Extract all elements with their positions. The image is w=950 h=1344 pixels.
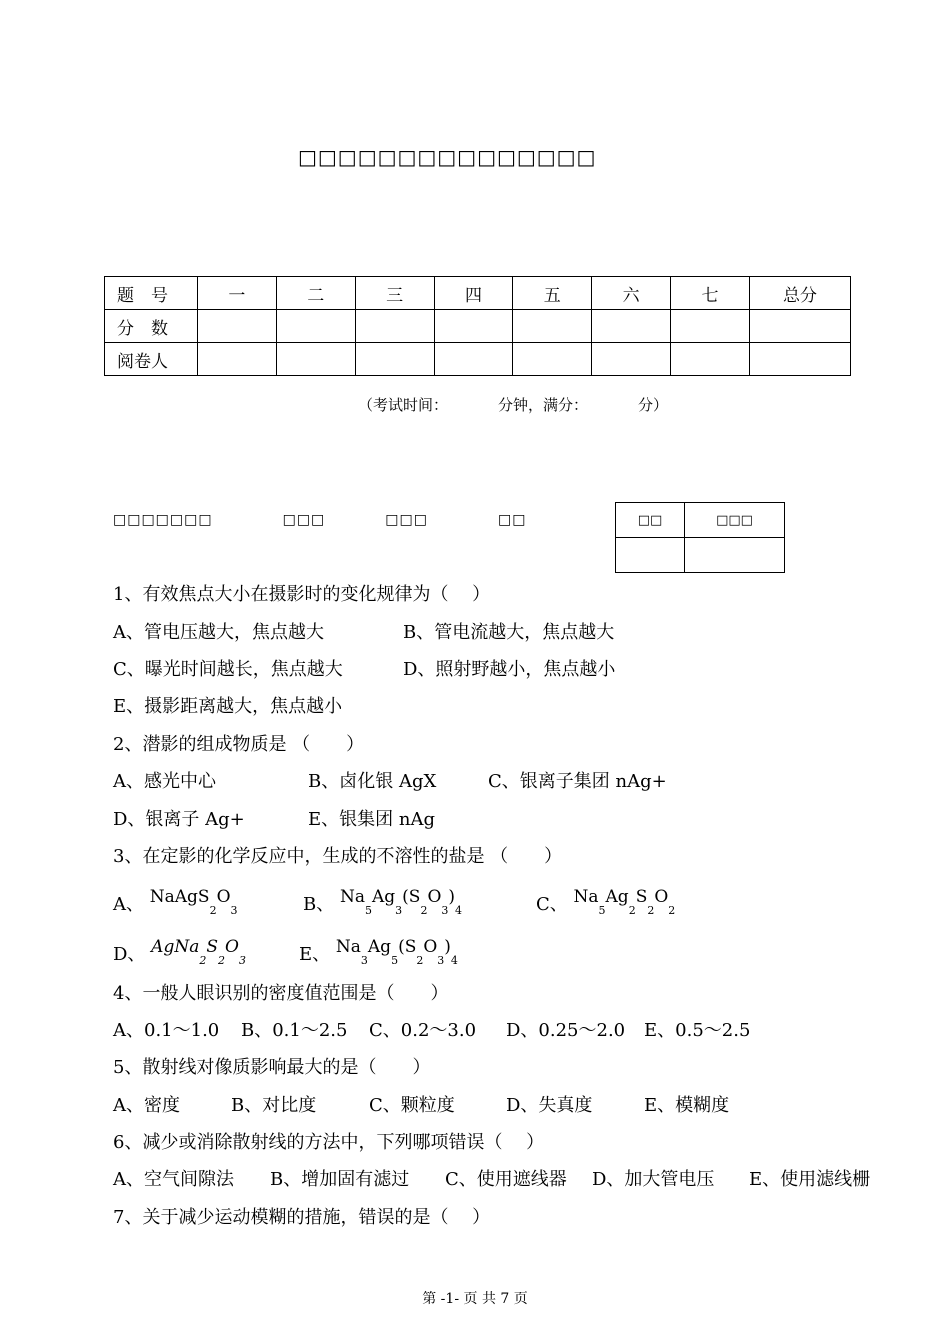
- header-cell: 六: [592, 277, 671, 310]
- grader-name-cell[interactable]: [685, 538, 785, 573]
- row-label: 分 数: [105, 310, 198, 343]
- option-e[interactable]: E、摄影距离越大，焦点越小: [113, 696, 343, 717]
- option-a[interactable]: A、空气间隙法: [113, 1169, 234, 1190]
- header-cell: 三: [355, 277, 434, 310]
- option-c-formula[interactable]: $Na_5Ag_2S_2O_2$: [573, 887, 676, 917]
- score-cell[interactable]: [434, 310, 513, 343]
- option-d[interactable]: D、照射野越小，焦点越小: [403, 659, 616, 680]
- option-e-formula[interactable]: $Na_3Ag_5(S_2O_3)_4$: [335, 937, 458, 967]
- header-cell: 七: [671, 277, 750, 310]
- option-a-formula[interactable]: $NaAgS_2O_3$: [149, 887, 238, 917]
- score-cell[interactable]: [750, 310, 851, 343]
- question-stem: 1、有效焦点大小在摄影时的变化规律为（ ）: [113, 584, 491, 605]
- row-label: 阅卷人: [105, 343, 198, 376]
- question-stem: 4、一般人眼识别的密度值范围是（ ）: [113, 983, 449, 1004]
- option-a-label: A、: [113, 894, 144, 915]
- option-b[interactable]: B、对比度: [231, 1095, 317, 1116]
- option-row: [299, 937, 458, 967]
- section-heading-part: □□□: [385, 512, 428, 528]
- option-e[interactable]: E、0.5～2.5: [644, 1020, 751, 1041]
- option-row: [113, 692, 342, 718]
- option-a[interactable]: A、感光中心: [113, 771, 216, 792]
- header-cell: 二: [276, 277, 355, 310]
- grader-cell[interactable]: [513, 343, 592, 376]
- grader-cell[interactable]: [276, 343, 355, 376]
- header-cell: 题 号: [105, 277, 198, 310]
- option-row: [113, 1091, 729, 1117]
- score-cell[interactable]: [276, 310, 355, 343]
- option-d[interactable]: D、失真度: [506, 1095, 593, 1116]
- option-row: [113, 887, 238, 917]
- score-cell[interactable]: [513, 310, 592, 343]
- option-a[interactable]: A、密度: [113, 1095, 180, 1116]
- score-table-header-row: [105, 277, 851, 310]
- grader-cell[interactable]: [750, 343, 851, 376]
- option-e-label: E、: [299, 944, 331, 965]
- grader-score-cell[interactable]: [616, 538, 685, 573]
- option-d[interactable]: D、银离子 Ag+: [113, 809, 245, 830]
- header-cell: 五: [513, 277, 592, 310]
- section-heading-part: □□: [497, 512, 527, 528]
- score-cell[interactable]: [355, 310, 434, 343]
- option-d-label: D、: [113, 944, 146, 965]
- score-row: [105, 310, 851, 343]
- option-row: [113, 618, 614, 644]
- option-d[interactable]: D、加大管电压: [592, 1169, 715, 1190]
- option-b-formula[interactable]: $Na_5Ag_3(S_2O_3)_4$: [339, 887, 463, 917]
- exam-points-label: 分）: [638, 396, 669, 414]
- option-row: [113, 937, 246, 967]
- grader-header-cell: □□: [616, 503, 685, 538]
- option-d-formula[interactable]: $AgNa_2S_2O_3$: [151, 937, 246, 967]
- exam-minutes-label: 分钟，满分：: [498, 396, 589, 414]
- question-stem: 5、散射线对像质影响最大的是（ ）: [113, 1057, 431, 1078]
- option-a[interactable]: A、0.1～1.0: [113, 1020, 220, 1041]
- option-b[interactable]: B、管电流越大，焦点越大: [403, 622, 615, 643]
- grader-cell[interactable]: [355, 343, 434, 376]
- grader-header-cell: □□□: [685, 503, 785, 538]
- option-d[interactable]: D、0.25～2.0: [506, 1020, 626, 1041]
- score-cell[interactable]: [198, 310, 277, 343]
- grader-cell[interactable]: [434, 343, 513, 376]
- exam-title: □□□□□□□□□□□□□□□: [298, 145, 597, 169]
- exam-info: [358, 394, 668, 415]
- question-stem: 2、潜影的组成物质是 （ ）: [113, 734, 365, 755]
- option-a[interactable]: A、管电压越大，焦点越大: [113, 622, 324, 643]
- option-e[interactable]: E、银集团 nAg: [308, 809, 435, 830]
- option-c-label: C、: [536, 894, 568, 915]
- page-footer: 第 -1- 页 共 7 页: [422, 1291, 528, 1307]
- question-stem: 3、在定影的化学反应中，生成的不溶性的盐是 （ ）: [113, 846, 563, 867]
- option-e[interactable]: E、模糊度: [644, 1095, 730, 1116]
- option-row: [113, 1165, 870, 1191]
- option-row: [303, 887, 463, 917]
- header-cell: 总分: [750, 277, 851, 310]
- section-heading: [113, 512, 526, 528]
- header-cell: 四: [434, 277, 513, 310]
- grader-row: [105, 343, 851, 376]
- grader-table: [615, 502, 785, 573]
- option-e[interactable]: E、使用滤线栅: [749, 1169, 871, 1190]
- option-b-label: B、: [303, 894, 335, 915]
- score-table: [104, 276, 851, 376]
- option-b[interactable]: B、卤化银 AgX: [308, 771, 437, 792]
- grader-cell[interactable]: [592, 343, 671, 376]
- score-cell[interactable]: [592, 310, 671, 343]
- grader-cell[interactable]: [198, 343, 277, 376]
- option-row: [113, 767, 667, 793]
- option-row: [113, 1016, 750, 1042]
- option-c[interactable]: C、银离子集团 nAg+: [488, 771, 667, 792]
- option-c[interactable]: C、0.2～3.0: [369, 1020, 477, 1041]
- option-row: [536, 887, 676, 917]
- question-stem: 7、关于减少运动模糊的措施，错误的是（ ）: [113, 1207, 491, 1228]
- option-row: [113, 655, 615, 681]
- grader-cell[interactable]: [671, 343, 750, 376]
- option-b[interactable]: B、增加固有滤过: [270, 1169, 410, 1190]
- section-heading-part: □□□□□□□: [113, 512, 213, 528]
- option-c[interactable]: C、使用遮线器: [445, 1169, 567, 1190]
- score-cell[interactable]: [671, 310, 750, 343]
- option-b[interactable]: B、0.1～2.5: [241, 1020, 348, 1041]
- exam-time-label: （考试时间：: [358, 396, 449, 414]
- option-row: [113, 805, 435, 831]
- question-stem: 6、减少或消除散射线的方法中，下列哪项错误（ ）: [113, 1132, 545, 1153]
- option-c[interactable]: C、颗粒度: [369, 1095, 455, 1116]
- option-c[interactable]: C、曝光时间越长，焦点越大: [113, 659, 343, 680]
- header-cell: 一: [198, 277, 277, 310]
- section-heading-part: □□□: [282, 512, 326, 528]
